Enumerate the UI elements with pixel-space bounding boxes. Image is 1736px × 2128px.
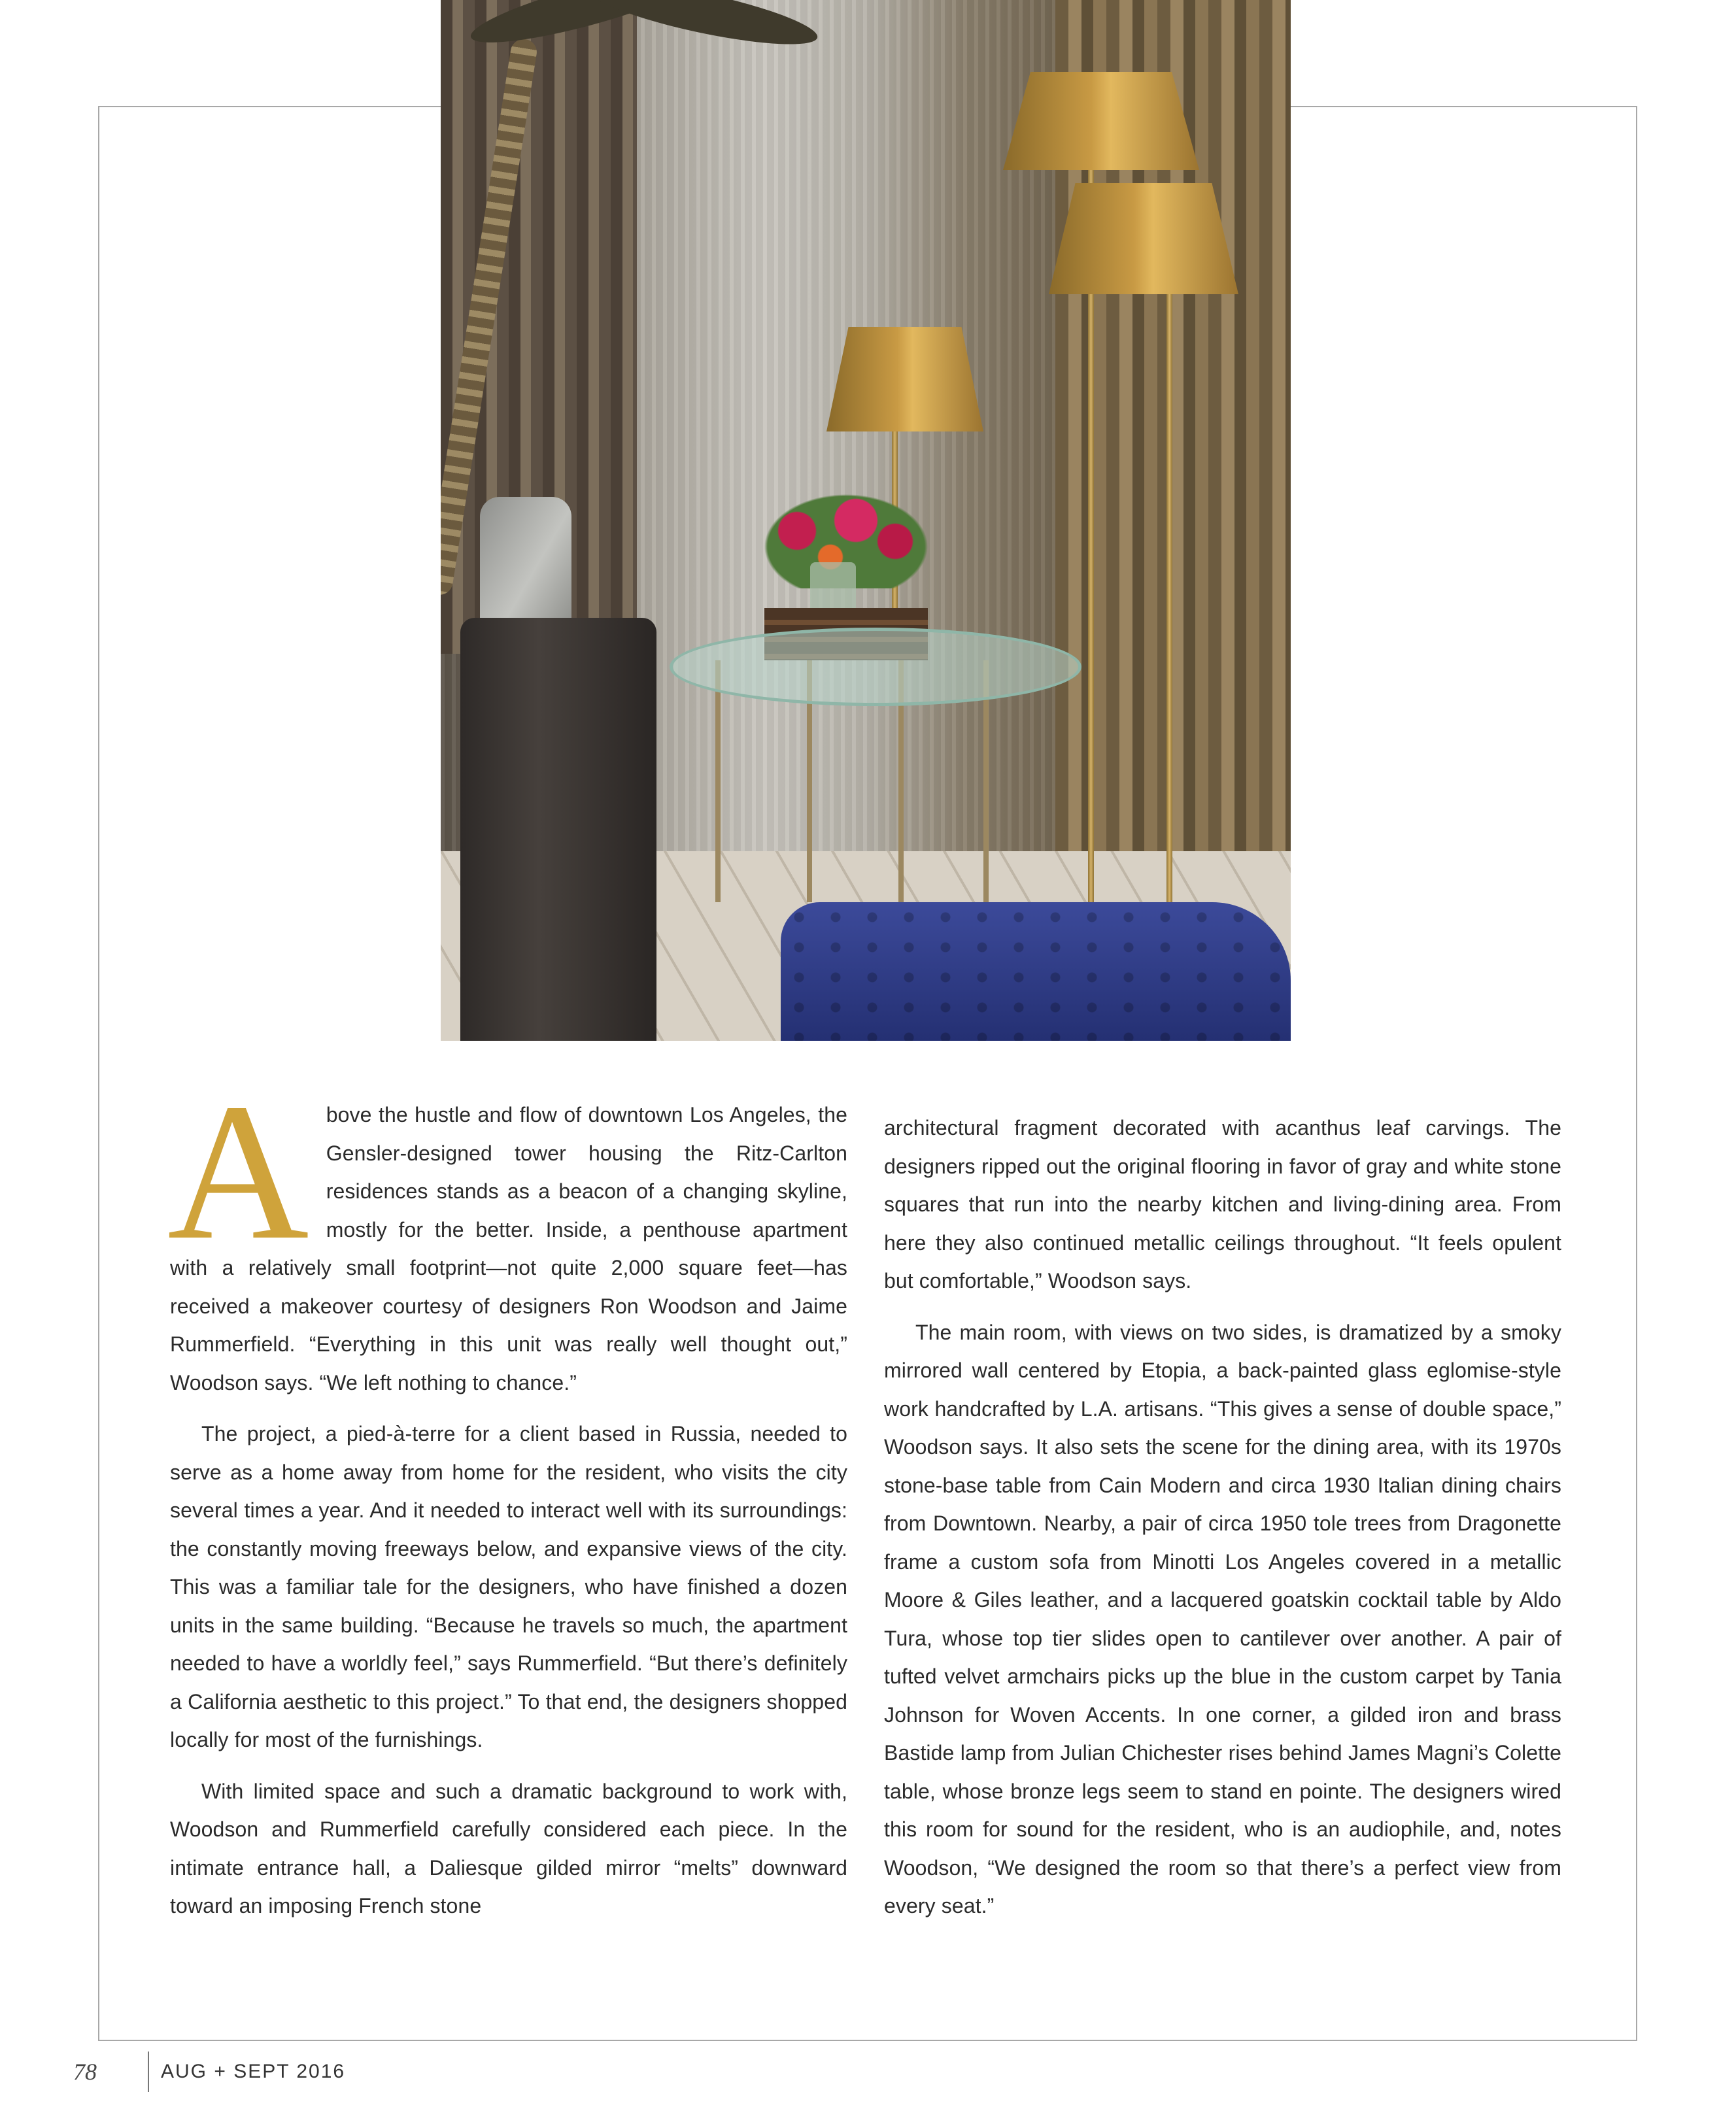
lamp-shade [1049,183,1238,294]
leather-sofa [460,618,656,1041]
footer-divider [148,2052,149,2092]
page-number: 78 [73,2059,97,2085]
lamp-shade [1003,72,1199,170]
article-column-left [167,1063,847,1938]
article-paragraph: architectural fragment decorated with acanthus leaf carvings. The designers ripped out the original flooring in favor of gray and white stone squares that run into the nearby kitchen and living-dining area. From here they also continued metallic ceilings throughout. “It feels opulent but comfortable,” Woodson says. [884,1116,1561,1292]
glass-table-top [670,628,1081,706]
floor-lamp-pole [1166,275,1172,928]
interior-photo [441,0,1291,1041]
lamp-shade [826,327,983,431]
issue-date: AUG + SEPT 2016 [161,2061,346,2082]
article-paragraph: bove the hustle and flow of downtown Los Angeles, the Gensler-designed tower housing the Ritz-Carlton residences stands as a beacon of a changing skyline, mostly for the better. Inside, a penthouse apartment with a relatively small footprint—not quite 2,000 square feet—has received a makeover courtesy of designers Ron Woodson and Jaime Rummerfield. “Everything in this unit was really well thought out,” Woodson says. “We left nothing to chance.” [170,1103,847,1394]
article-paragraph: With limited space and such a dramatic background to work with, Woodson and Rummerfield carefully considered each piece. In the intimate entrance hall, a Daliesque gilded mirror “melts” downward toward an imposing French stone [170,1779,847,1917]
table-leg [715,660,721,902]
drop-cap: A [167,1063,309,1280]
article-paragraph: The main room, with views on two sides, is dramatized by a smoky mirrored wall centered by Etopia, a back-painted glass eglomise-style work handcrafted by L.A. artisans. “This gives a sense of double space,” Woodson says. It also sets the scene for the dining area, with its 1970s stone-base table from Cain Modern and circa 1930 Italian dining chairs from Downtown. Nearby, a pair of circa 1950 tole trees from Dragonette frame a custom sofa from Minotti Los Angeles covered in a metallic Moore & Giles leather, and a lacquered goatskin cocktail table by Aldo Tura, whose top tier slides open to cantilever over another. A pair of tufted velvet armchairs picks up the blue in the custom carpet by Tania Johnson for Woven Accents. In one corner, a gilded iron and brass Bastide lamp from Julian Chichester rises behind James Magni’s Colette table, whose bronze legs seem to stand en pointe. The designers wired this room for sound for the resident, who is an audiophile, and, notes Woodson, “We designed the room so that there’s a perfect view from every seat.” [884,1320,1561,1917]
article-column-right [884,1109,1561,1938]
article-paragraph: The project, a pied-à-terre for a client based in Russia, needed to serve as a home away from home for the resident, who visits the city several times a year. And it needed to interact well with its surroundings: the constantly moving freeways below, and expansive views of the city. This was a familiar tale for the designers, who have finished a dozen units in the same building. “Because he travels so much, the apartment needed to have a worldly feel,” says Rummerfield. “But there’s definitely a California aesthetic to this project.” To that end, the designers shopped locally for most of the furnishings. [170,1422,847,1751]
blue-velvet-armchair [781,902,1291,1041]
